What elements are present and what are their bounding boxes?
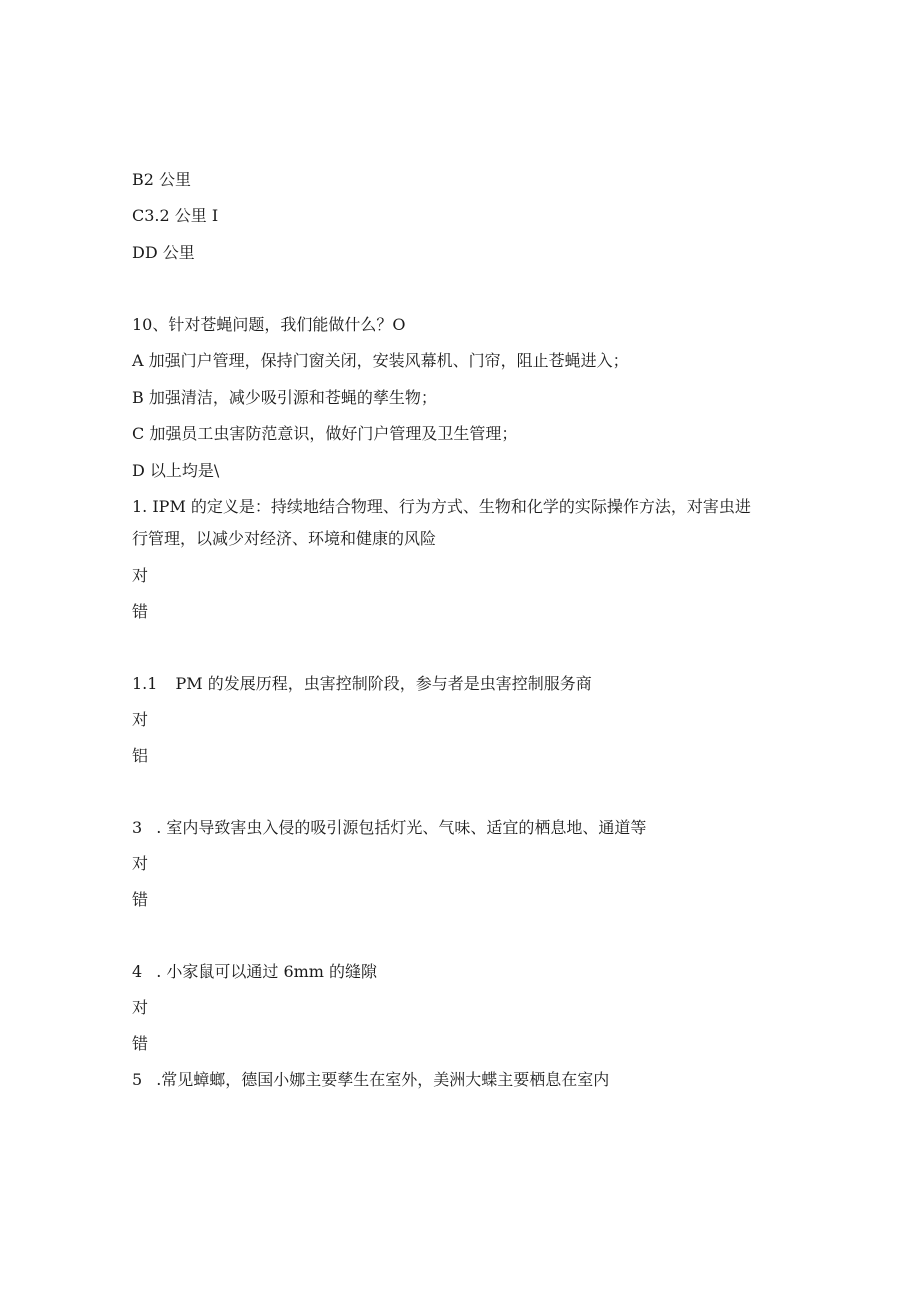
tf5-text: .常见蟑螂，德国小娜主要孳生在室外，美洲大蝶主要栖息在室内 — [156, 1070, 610, 1089]
tf3-text: . 室内导致害虫入侵的吸引源包括灯光、气味、适宜的栖息地、通道等 — [156, 818, 647, 837]
q9-option-c: C3.2 公里 I — [132, 206, 219, 225]
tf4-statement — [132, 962, 377, 982]
q9-option-d: DD 公里 — [132, 243, 195, 262]
tf5-number: 5 — [132, 1070, 143, 1089]
tf1-statement-line2: 行管理，以减少对经济、环境和健康的风险 — [132, 529, 437, 548]
tf1-option-false: 错 — [132, 602, 149, 621]
q9-option-b: B2 公里 — [132, 170, 192, 189]
tf4-option-true: 对 — [132, 998, 149, 1017]
q10-option-c: C 加强员工虫害防范意识，做好门户管理及卫生管理； — [132, 424, 518, 443]
tf2-statement — [132, 674, 592, 694]
q10-option-b: B 加强清洁，减少吸引源和苍蝇的孳生物； — [132, 388, 437, 407]
tf4-option-false: 错 — [132, 1034, 149, 1053]
tf2-option-true: 对 — [132, 710, 149, 729]
tf3-option-true: 对 — [132, 854, 149, 873]
tf5-statement — [132, 1070, 609, 1090]
tf1-statement-line1: 1. IPM 的定义是：持续地结合物理、行为方式、生物和化学的实际操作方法，对害虫进 — [132, 497, 751, 516]
tf3-statement — [132, 818, 646, 838]
q10-option-a: A 加强门户管理，保持门窗关闭，安装风幕机、门帘，阻止苍蝇进入； — [132, 351, 629, 370]
tf1-option-true: 对 — [132, 566, 149, 585]
tf4-text: . 小家鼠可以通过 6mm 的缝隙 — [156, 962, 378, 981]
tf3-number: 3 — [132, 818, 143, 837]
tf2-option-false: 铝 — [132, 746, 149, 765]
tf4-number: 4 — [132, 962, 143, 981]
q10-option-d: D 以上均是\ — [132, 461, 220, 480]
tf2-number: 1.1 — [132, 674, 158, 693]
tf3-option-false: 错 — [132, 890, 149, 909]
tf2-text: PM 的发展历程，虫害控制阶段，参与者是虫害控制服务商 — [175, 674, 592, 693]
q10-question: 10、针对苍蝇问题，我们能做什么？O — [132, 315, 406, 334]
